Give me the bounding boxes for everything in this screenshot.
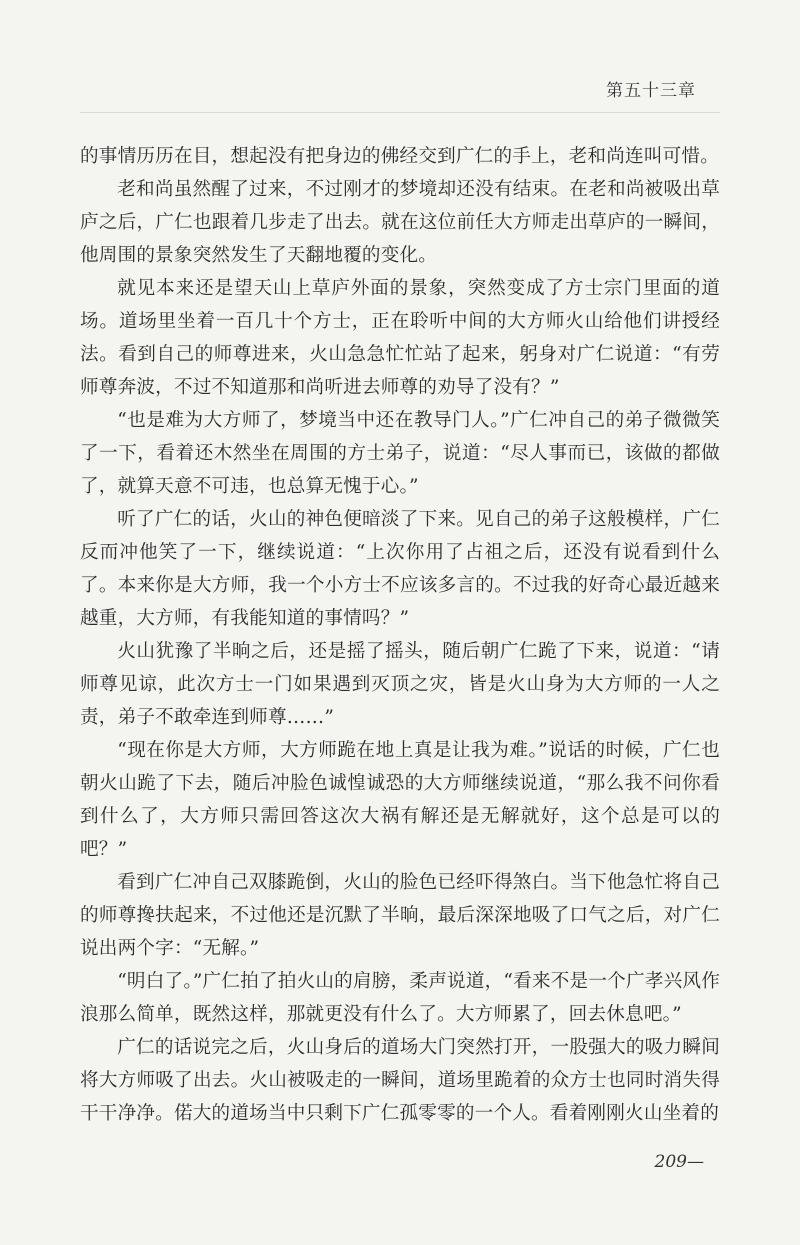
page-body <box>80 140 720 1130</box>
paragraph-7: “现在你是大方师，大方师跪在地上真是让我为难。”说话的时候，广仁也朝火山跪了下去，随后冲脸色诚惶诚恐的大方师继续说道，“那么我不问你看到什么了，大方师只需回答这次大祸有解还是无解就好，这个总是可以的吧？” <box>80 740 720 860</box>
paragraph-3: 就见本来还是望天山上草庐外面的景象，突然变成了方士宗门里面的道场。道场里坐着一百几十个方士，正在聆听中间的大方师火山给他们讲授经法。看到自己的师尊进来，火山急急忙忙站了起来，躬身对广仁说道：“有劳师尊奔波，不过不知道那和尚听进去师尊的劝导了没有？” <box>80 278 720 398</box>
paragraph-2: 老和尚虽然醒了过来，不过刚才的梦境却还没有结束。在老和尚被吸出草庐之后，广仁也跟着几步走了出去。就在这位前任大方师走出草庐的一瞬间，他周围的景象突然发生了天翻地覆的变化。 <box>80 179 720 266</box>
paragraph-9: “明白了。”广仁拍了拍火山的肩膀，柔声说道，“看来不是一个广孝兴风作浪那么简单，既然这样，那就更没有什么了。大方师累了，回去休息吧。” <box>80 971 720 1025</box>
header-rule <box>80 112 720 113</box>
paragraph-6: 火山犹豫了半晌之后，还是摇了摇头，随后朝广仁跪了下来，说道：“请师尊见谅，此次方士一门如果遇到灭顶之灾，皆是火山身为大方师的一人之责，弟子不敢牵连到师尊……” <box>80 641 720 728</box>
paragraph-5: 听了广仁的话，火山的神色便暗淡了下来。见自己的弟子这般模样，广仁反而冲他笑了一下，继续说道：“上次你用了占祖之后，还没有说看到什么了。本来你是大方师，我一个小方士不应该多言的。不过我的好奇心最近越来越重，大方师，有我能知道的事情吗？” <box>80 509 720 629</box>
chapter-header: 第五十三章 <box>606 81 696 101</box>
paragraph-1: 的事情历历在目，想起没有把身边的佛经交到广仁的手上，老和尚连叫可惜。 <box>80 146 719 167</box>
page-number: 209— <box>654 1152 704 1172</box>
paragraph-4: “也是难为大方师了，梦境当中还在教导门人。”广仁冲自己的弟子微微笑了一下，看着还木然坐在周围的方士弟子，说道：“尽人事而已，该做的都做了，就算天意不可违，也总算无愧于心。” <box>80 410 720 497</box>
paragraph-8: 看到广仁冲自己双膝跪倒，火山的脸色已经吓得煞白。当下他急忙将自己的师尊搀扶起来，不过他还是沉默了半晌，最后深深地吸了口气之后，对广仁说出两个字：“无解。” <box>80 872 720 959</box>
paragraph-10: 广仁的话说完之后，火山身后的道场大门突然打开，一股强大的吸力瞬间将大方师吸了出去。火山被吸走的一瞬间，道场里跪着的众方士也同时消失得干干净净。偌大的道场当中只剩下广仁孤零零的一个人。看着刚刚火山坐着的 <box>80 1037 720 1124</box>
